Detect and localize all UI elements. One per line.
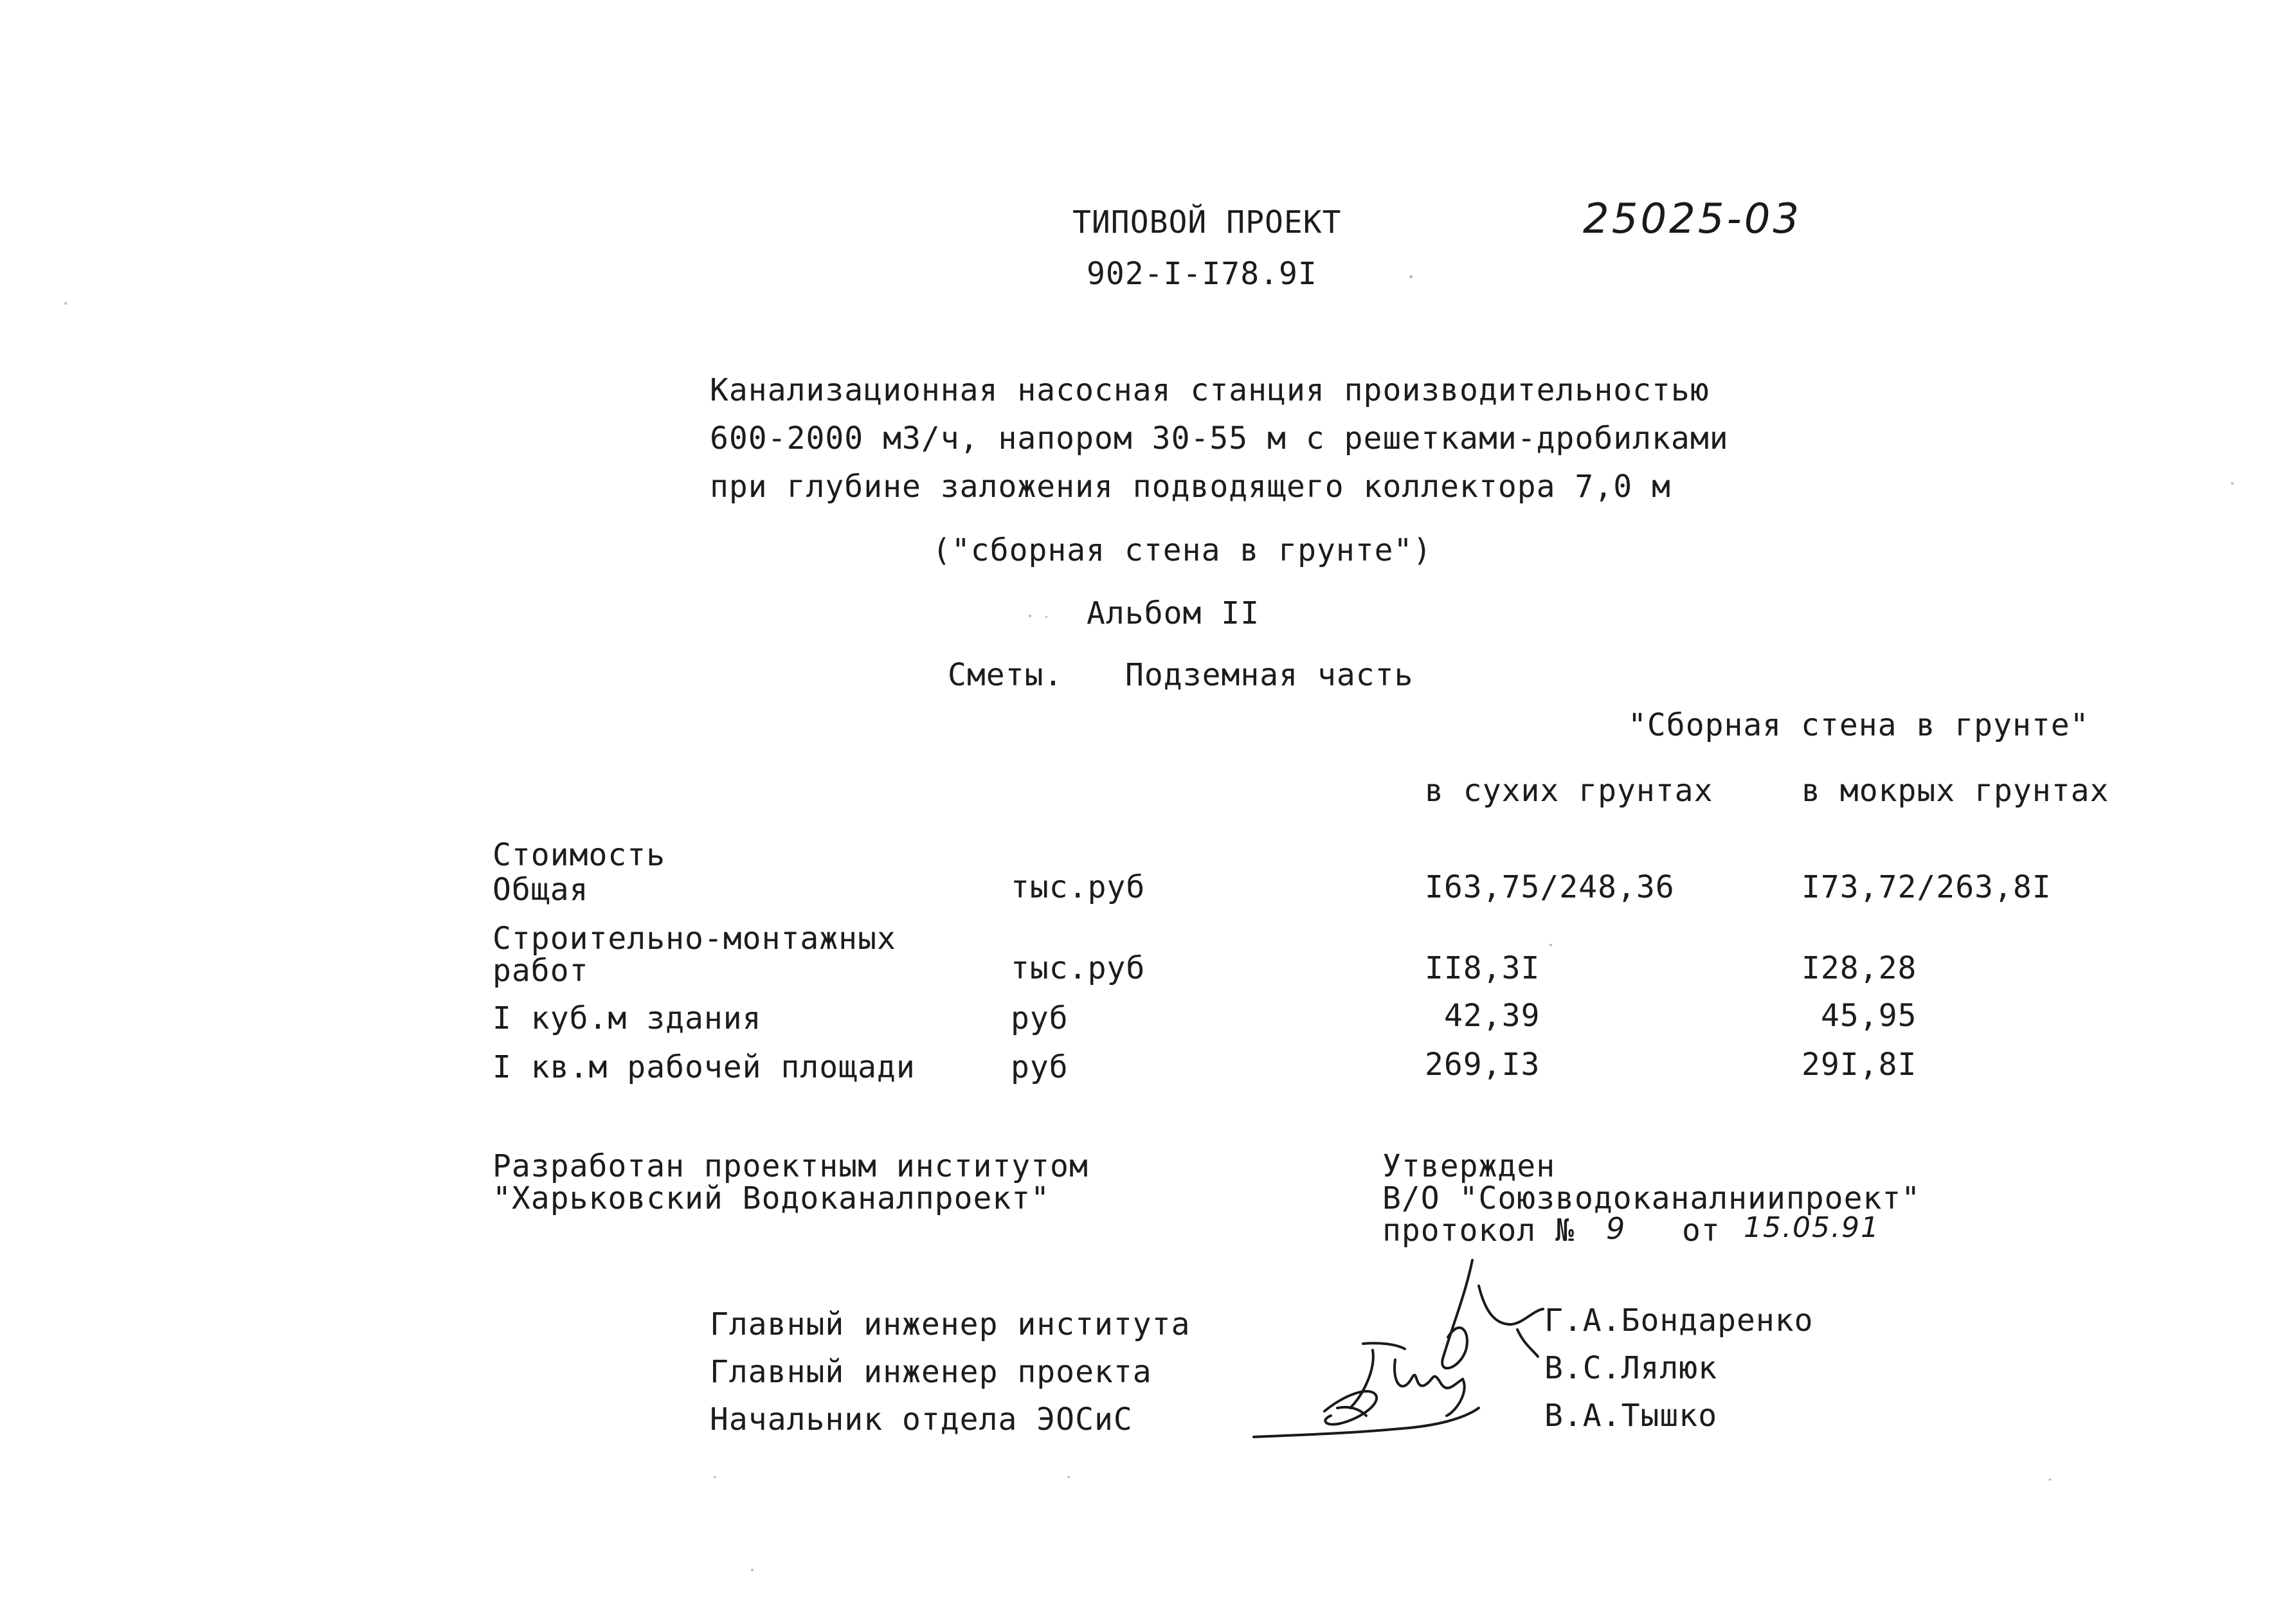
signatory-position: Начальник отдела ЭОСиС: [710, 1402, 1133, 1438]
protocol-number: 9: [1606, 1211, 1625, 1246]
table-cell-wet: I28,28: [1802, 950, 1917, 986]
protocol-label: протокол №: [1382, 1213, 1575, 1249]
table-row-unit: руб: [1011, 1000, 1069, 1036]
variant-label: ("сборная стена в грунте"): [932, 532, 1432, 568]
table-cell-wet: 45,95: [1821, 998, 1917, 1034]
table-cell-dry: 269,I3: [1425, 1047, 1540, 1083]
table-cell-wet: 29I,8I: [1802, 1047, 1917, 1083]
project-code: 902-I-I78.9I: [1087, 256, 1317, 292]
section-label: Сметы.: [948, 657, 1063, 693]
scan-speck: [1409, 275, 1413, 278]
handwritten-stamp-number: 25025-03: [1583, 195, 1802, 243]
scan-speck: [1067, 1476, 1070, 1478]
description-line-1: Канализационная насосная станция производительностью: [710, 372, 1710, 408]
scan-speck: [751, 1569, 754, 1571]
scan-speck: [1045, 616, 1047, 618]
section-subtitle: Подземная часть: [1125, 657, 1414, 693]
signatory-position: Главный инженер проекта: [710, 1354, 1152, 1390]
scan-speck: [714, 1476, 716, 1478]
table-row-unit: тыс.руб: [1011, 950, 1146, 986]
approval-line-1: Утвержден: [1382, 1148, 1556, 1184]
table-cell-dry: 42,39: [1444, 998, 1540, 1034]
description-line-2: 600-2000 м3/ч, напором 30-55 м с решетками-дробилками: [710, 420, 1729, 456]
protocol-date-label: от: [1682, 1213, 1721, 1249]
protocol-date: 15.05.91: [1744, 1211, 1880, 1244]
project-type-label: ТИПОВОЙ ПРОЕКТ: [1072, 204, 1342, 240]
table-row-label: I куб.м здания: [492, 1000, 762, 1036]
description-line-3: при глубине заложения подводящего коллектора 7,0 м: [710, 469, 1671, 505]
table-cell-dry: II8,3I: [1425, 950, 1540, 986]
table-group-header: "Сборная стена в грунте": [1628, 707, 2090, 743]
column-header-dry: в сухих грунтах: [1425, 773, 1713, 809]
table-cell-dry: I63,75/248,36: [1425, 869, 1675, 905]
table-row-label: Общая: [492, 872, 589, 908]
cost-heading: Стоимость: [492, 837, 666, 873]
scan-speck: [1029, 615, 1031, 617]
developer-line-2: "Харьковский Водоканалпроект": [492, 1180, 1051, 1216]
approval-line-2: В/О "Союзводоканалниипроект": [1382, 1180, 1921, 1216]
table-cell-wet: I73,72/263,8I: [1802, 869, 2052, 905]
column-header-wet: в мокрых грунтах: [1802, 773, 2109, 809]
signatory-name: Г.А.Бондаренко: [1544, 1303, 1814, 1339]
scan-speck: [1549, 944, 1552, 946]
developer-line-1: Разработан проектным институтом: [492, 1148, 1088, 1184]
table-row-label: работ: [492, 953, 589, 989]
scan-speck: [2231, 482, 2234, 485]
handwritten-signature: [1241, 1247, 1549, 1453]
album-label: Альбом II: [1087, 595, 1260, 631]
table-row-label-line1: Строительно-монтажных: [492, 921, 896, 957]
scan-speck: [64, 302, 67, 305]
signatory-name: В.А.Тышко: [1544, 1398, 1718, 1434]
signatory-name: В.С.Лялюк: [1544, 1350, 1718, 1386]
table-row-unit: руб: [1011, 1049, 1069, 1085]
table-row-unit: тыс.руб: [1011, 869, 1146, 905]
table-row-label: I кв.м рабочей площади: [492, 1049, 916, 1085]
signatory-position: Главный инженер института: [710, 1306, 1191, 1342]
scan-speck: [2048, 1479, 2052, 1481]
